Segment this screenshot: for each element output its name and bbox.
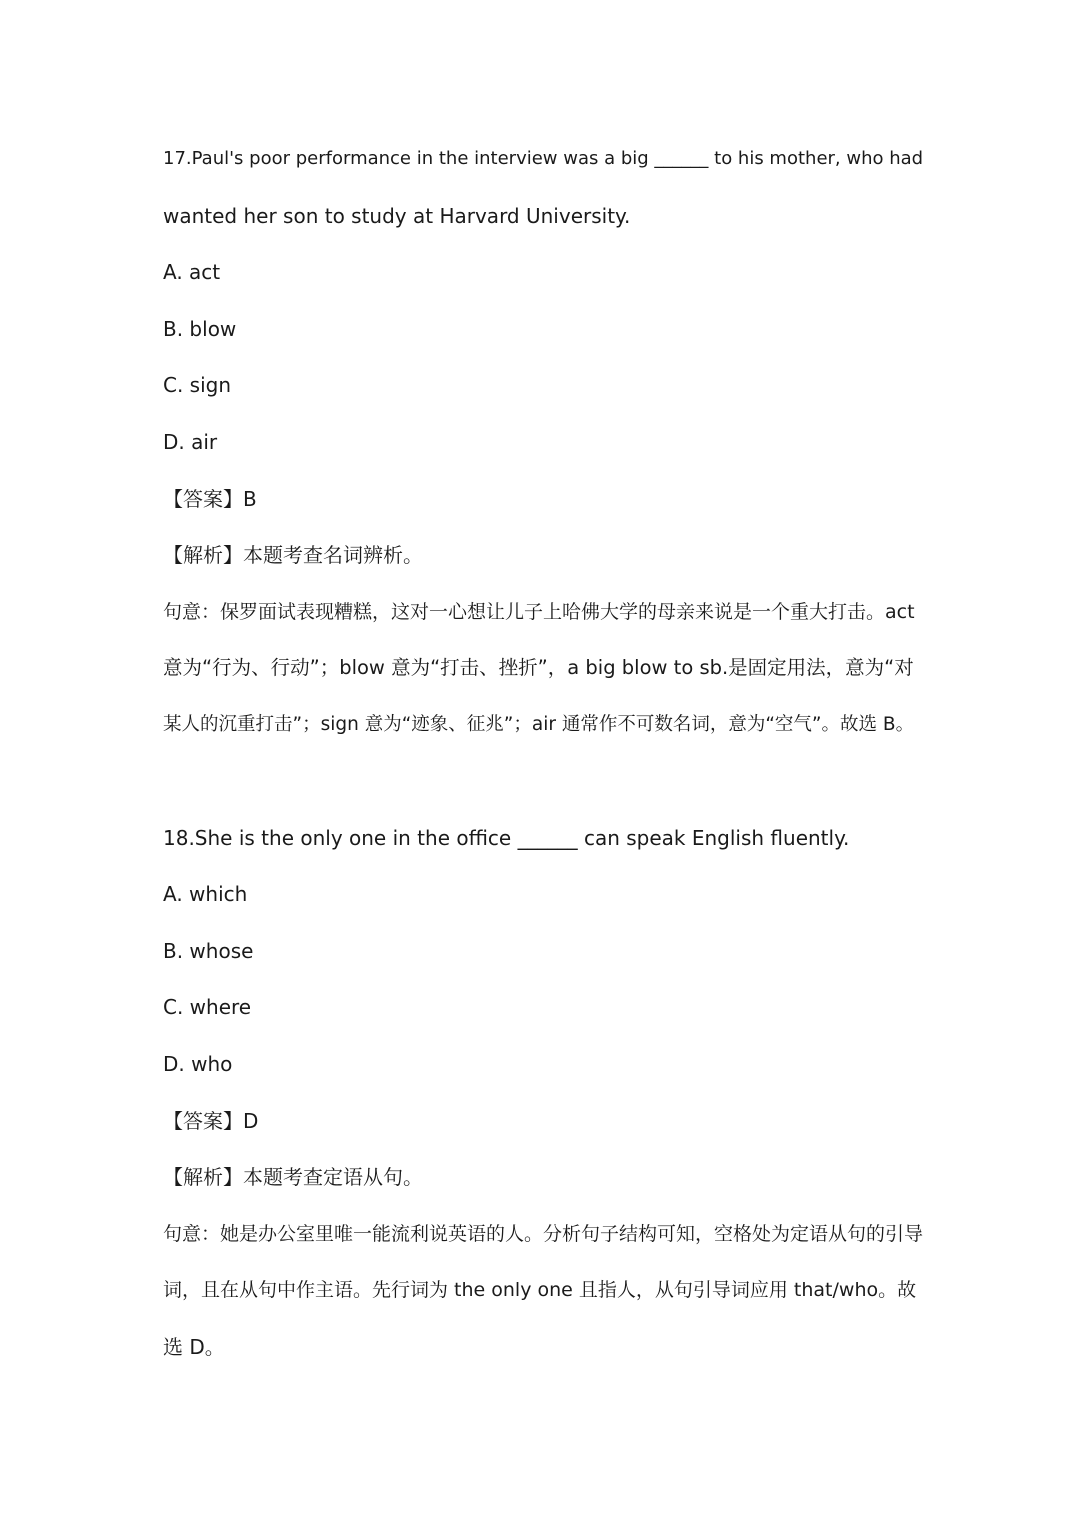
question-17-answer: 【答案】B <box>163 487 257 511</box>
question-18-analysis-line-1: 句意：她是办公室里唯一能流利说英语的人。分析句子结构可知，空格处为定语从句的引导 <box>163 1223 924 1245</box>
question-17-analysis-line-2: 意为“行为、行动”；blow 意为“打击、挫折”，a big blow to sb.是固定用法，意为“对 <box>163 656 914 679</box>
question-18-option-b: B. whose <box>163 939 254 963</box>
question-17-stem-line-2: wanted her son to study at Harvard University. <box>163 204 631 228</box>
question-17-option-a: A. act <box>163 260 221 284</box>
question-17-stem-line-1: 17.Paul's poor performance in the interview was a big ______ to his mother, who had <box>163 148 924 169</box>
question-17-analysis-line-1: 句意：保罗面试表现糟糕，这对一心想让儿子上哈佛大学的母亲来说是一个重大打击。act <box>163 601 915 623</box>
question-18-option-d: D. who <box>163 1052 233 1076</box>
question-18-analysis-line-3: 选 D。 <box>163 1335 225 1359</box>
question-17-analysis-head: 【解析】本题考查名词辨析。 <box>163 543 423 567</box>
question-17-option-d: D. air <box>163 430 218 454</box>
question-18-option-c: C. where <box>163 995 252 1019</box>
question-17-option-c: C. sign <box>163 373 232 397</box>
question-18-analysis-head: 【解析】本题考查定语从句。 <box>163 1165 423 1189</box>
question-18-stem-line-1: 18.She is the only one in the office ______ can speak English fluently. <box>163 826 850 850</box>
question-18-answer: 【答案】D <box>163 1109 259 1133</box>
question-18-option-a: A. which <box>163 882 248 906</box>
question-18-analysis-line-2: 词，且在从句中作主语。先行词为 the only one 且指人，从句引导词应用 that/who。故 <box>163 1279 917 1301</box>
question-17-option-b: B. blow <box>163 317 237 341</box>
question-17-analysis-line-3: 某人的沉重打击”；sign 意为“迹象、征兆”；air 通常作不可数名词，意为“空气”。故选 B。 <box>163 714 915 735</box>
